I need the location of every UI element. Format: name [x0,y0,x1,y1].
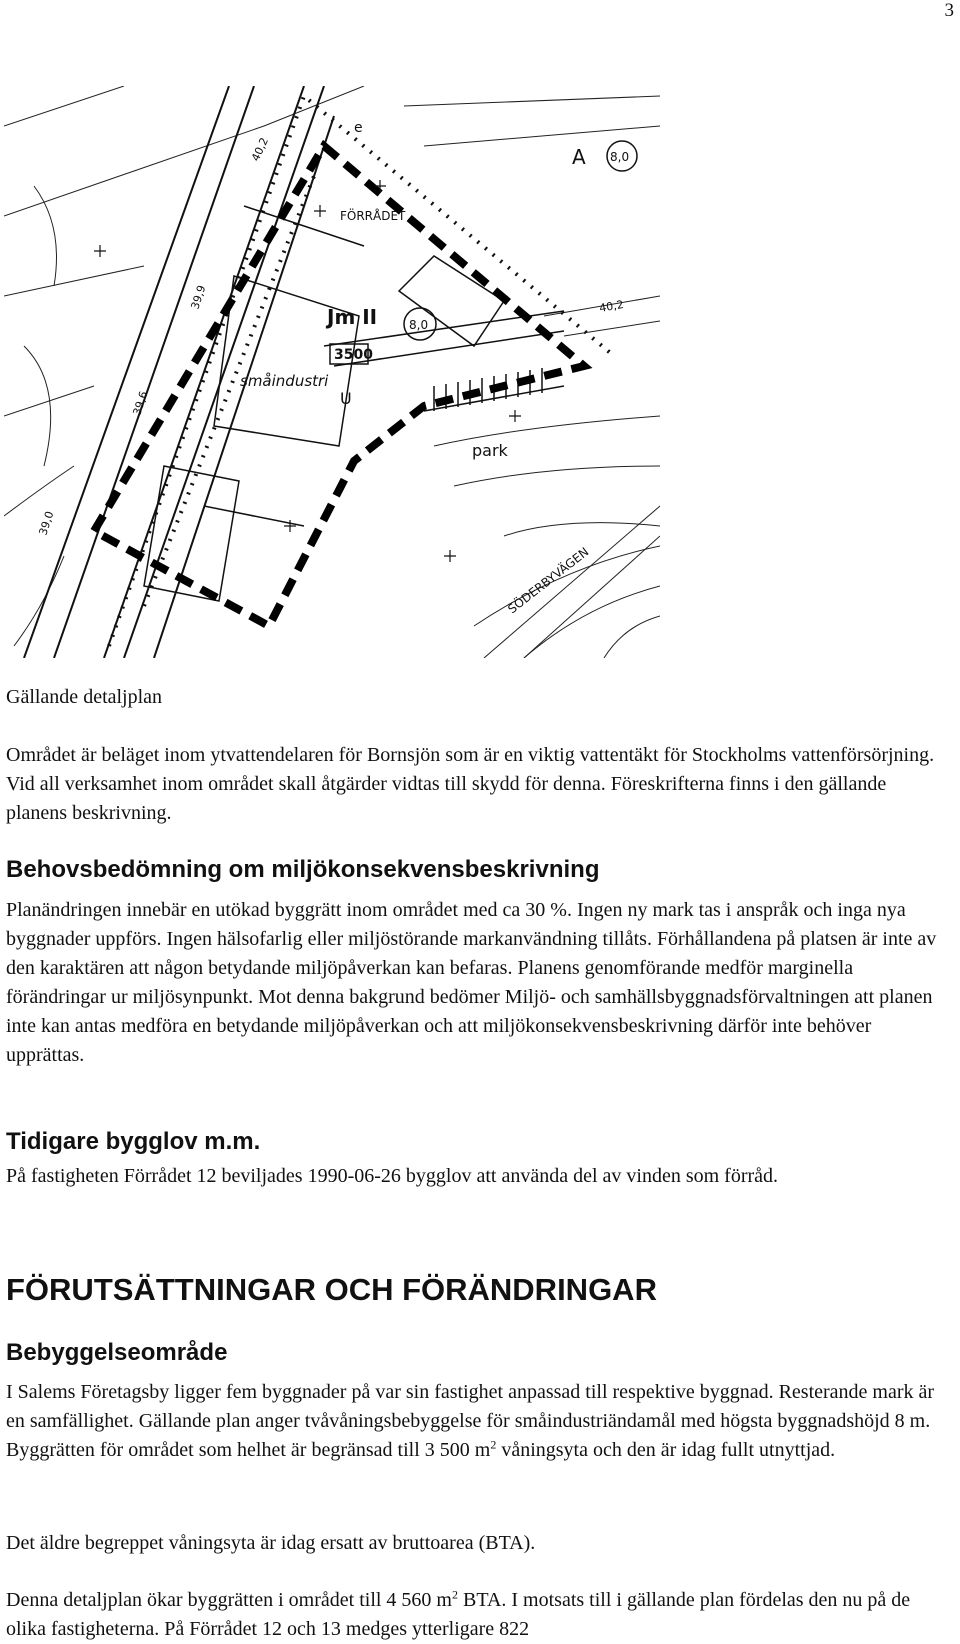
plan-area-boundary [94,146,584,626]
heading-bebyggelseomrade: Bebyggelseområde [6,1339,228,1366]
superscript-2: 2 [490,1437,497,1452]
bebyggelse-paragraph-2: Det äldre begreppet våningsyta är idag ersatt av bruttoarea (BTA). [6,1532,536,1554]
map-label-area-max: 3500 [334,347,373,363]
map-label-elev-2: 40,2 [248,135,272,164]
superscript-2-bta: 2 [452,1587,458,1602]
bebyggelse-text-c-end: BTA. I motsats till i gällande plan fördelas den nu på de olika fastigheterna. På Förrådet 12 och 13 medges ytterligare 822 [6,1589,911,1640]
heading-behovsbedomning: Behovsbedömning om miljökonsekvensbeskrivning [6,856,600,883]
bebyggelse-paragraph-3 [6,1586,946,1644]
detail-plan-map [4,86,660,658]
plan-map-drawing [4,86,660,658]
map-label-elev-4: 39,6 [130,389,151,417]
heading-tidigare-bygglov: Tidigare bygglov m.m. [6,1128,261,1155]
heading-forutsattningar: FÖRUTSÄTTNINGAR OCH FÖRÄNDRINGAR [6,1272,657,1307]
bebyggelse-text-a: I Salems Företagsby ligger fem byggnader på var sin fastighet anpassad till respektive byggnad. Resterande mark är en samfällighet. Gällande plan anger tvåvåningsbebyggelse för småindustriändamål med högsta byggnadshöjd 8 m. Byggrätten för området som helhet är begränsad till 3 500 m [6,1381,935,1461]
map-label-use: småindustri [240,372,329,390]
map-label-e-mark: e [354,120,363,136]
bebyggelse-paragraph-1 [6,1378,946,1465]
tidigare-bygglov-paragraph: På fastigheten Förrådet 12 beviljades 1990-06-26 bygglov att använda del av vinden som förråd. [6,1165,779,1187]
bebyggelse-text-a-end: våningsyta och den är idag fullt utnyttjad. [496,1439,836,1461]
behovsbedomning-paragraph: Planändringen innebär en utökad byggrätt inom området med ca 30 %. Ingen ny mark tas i anspråk och inga nya byggnader uppförs. Ingen hälsofarlig eller miljöstörande markanvändning tillåts. Förhållandena på platsen är inte av den karaktären att någon betydande miljöpåverkan kan befaras. Planens genomförande medför marginella förändringar ur miljösynpunkt. Mot denna bakgrund bedömer Miljö- och samhällsbyggnadsförvaltningen att planen inte kan antas medföra en betydande miljöpåverkan och att miljökonsekvensbeskrivning därför inte behöver upprättas. [6,899,937,1066]
map-label-u-zone: U [340,389,352,408]
soderbyvagen-lines [484,506,660,658]
map-caption: Gällande detaljplan [6,686,163,708]
map-label-elev-3: 39,9 [188,283,209,311]
map-label-elev-5: 39,0 [36,509,57,537]
map-label-district: FÖRRÅDET [340,209,406,223]
bebyggelse-text-c: Denna detaljplan ökar byggrätten i området till 4 560 m [6,1589,452,1611]
intro-paragraph: Området är beläget inom ytvattendelaren för Bornsjön som är en viktig vattentäkt för Stockholms vattenförsörjning. Vid all verksamhet inom området skall åtgärder vidtas till skydd för denna. Föreskrifterna finns i den gällande planens beskrivning. [6,744,935,824]
page-number: 3 [944,0,954,21]
map-label-elev-1: 40,2 [598,297,625,315]
map-label-street: SÖDERBYVÄGEN [505,544,592,617]
buildings [144,206,564,601]
map-label-park: park [472,441,508,460]
map-label-height-main: 8,0 [409,318,429,332]
map-label-height-a: 8,0 [610,150,630,164]
map-label-zone-a: A [572,145,586,169]
map-label-plan-code: Jm II [327,305,378,329]
